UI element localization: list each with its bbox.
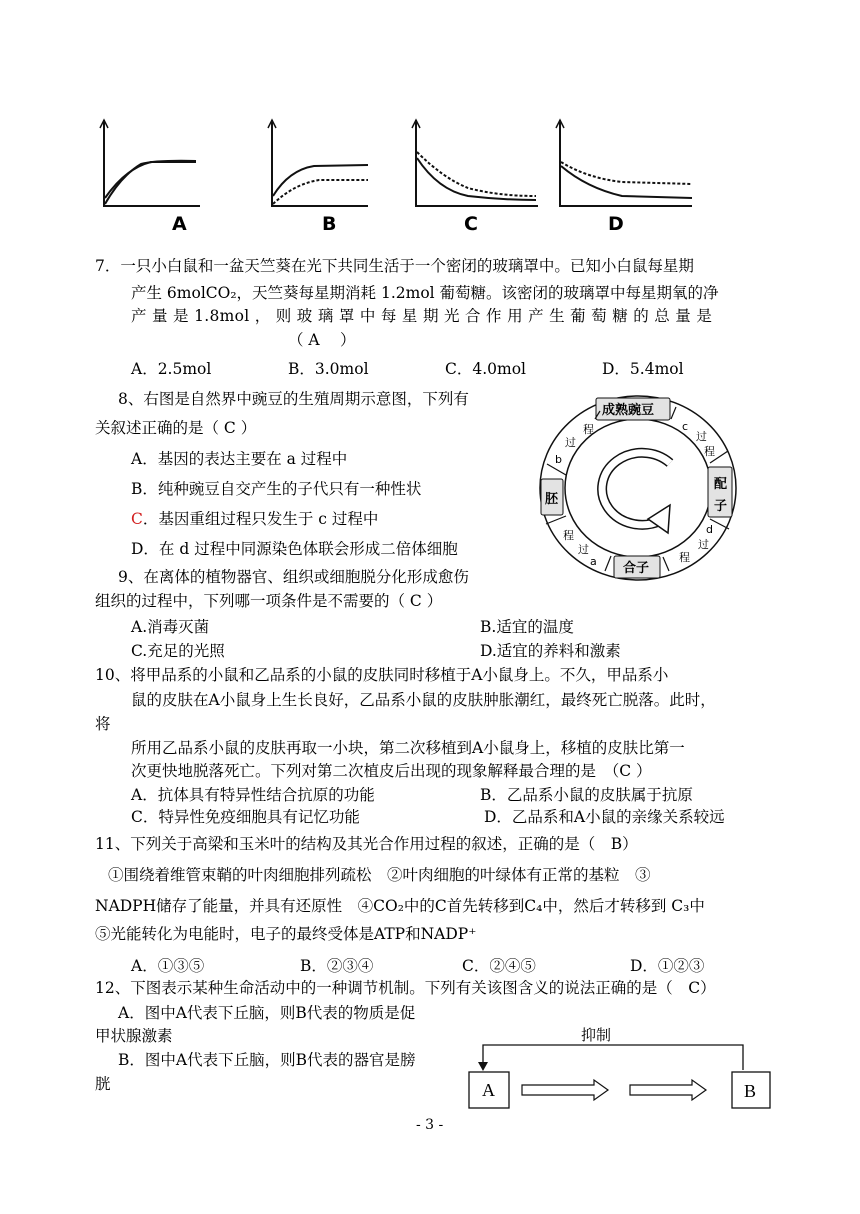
cycle-c-guo: 过 [696, 430, 707, 443]
q11-line3: NADPH储存了能量，并具有还原性 ④CO₂中的C首先转移到C₄中，然后才转移到 C₃中 [95, 897, 705, 915]
q7-option-b: B．3.0mol [288, 360, 369, 378]
graph-b-label: B [322, 213, 337, 235]
cycle-left-label: 胚 [545, 492, 559, 507]
q7-line3: 产 量 是 1.8mol ， 则 玻 璃 罩 中 每 星 期 光 合 作 用 产 生 葡 萄 糖 的 总 量 是 [131, 307, 713, 325]
q10-line2: 鼠的皮肤在A小鼠身上生长良好，乙品系小鼠的皮肤肿胀潮红，最终死亡脱落。此时， [131, 691, 716, 709]
q11-option-c: C．②④⑤ [462, 957, 536, 975]
q11-option-b: B．②③④ [300, 957, 374, 975]
q10-option-b: B．乙品系小鼠的皮肤属于抗原 [480, 786, 693, 804]
arrow-2 [630, 1080, 706, 1100]
q8-line2: 关叙述正确的是（ C ） [95, 419, 257, 437]
q8-option-b: B．纯种豌豆自交产生的子代只有一种性状 [131, 480, 422, 498]
q9-option-a: A.消毒灭菌 [131, 618, 210, 636]
graph-a [96, 118, 206, 233]
q11-option-d: D．①②③ [630, 957, 705, 975]
q8-option-d: D．在 d 过程中同源染色体联会形成二倍体细胞 [131, 540, 458, 558]
q9-option-c: C.充足的光照 [131, 642, 225, 660]
cycle-b-cheng: 程 [583, 423, 594, 436]
inhibit-label: 抑制 [581, 1026, 612, 1044]
q10-line5: 次更快地脱落死亡。下列对第二次植皮后出现的现象解释最合理的是 （C ） [131, 762, 652, 780]
graph-b [264, 118, 374, 233]
q12-option-b-line2: 胱 [95, 1075, 111, 1093]
q9-line2: 组织的过程中，下列哪一项条件是不需要的（ C ） [95, 592, 443, 610]
q12-option-b-line1: B．图中A代表下丘脑，则B代表的器官是膀 [118, 1051, 416, 1069]
q11-option-a: A．①③⑤ [131, 957, 205, 975]
cycle-b-guo: 过 [565, 436, 576, 449]
box-a-label: A [482, 1080, 495, 1100]
q10-line1: 10、将甲品系的小鼠和乙品系的小鼠的皮肤同时移植于A小鼠身上。不久，甲品系小 [95, 666, 669, 684]
q8-line1: 8、右图是自然界中豌豆的生殖周期示意图，下列有 [118, 390, 469, 408]
q11-line1: 11、下列关于高梁和玉米叶的结构及其光合作用过程的叙述，正确的是（ B） [95, 835, 638, 853]
graph-c [408, 118, 543, 233]
cycle-d-letter: d [706, 523, 713, 536]
graph-d-label: D [608, 213, 624, 235]
cycle-right-label-1: 配 [714, 477, 728, 492]
pea-cycle-diagram [538, 393, 738, 583]
cycle-b-letter: b [555, 453, 562, 466]
q7-line1: 7．一只小白鼠和一盆天竺葵在光下共同生活于一个密闭的玻璃罩中。已知小白鼠每星期 [95, 257, 694, 275]
q8-option-c [131, 509, 378, 529]
q11-line2: ①围绕着维管束鞘的叶肉细胞排列疏松 ②叶肉细胞的叶绿体有正常的基粒 ③ [108, 866, 651, 884]
q7-answer: （ A ） [288, 331, 356, 349]
q9-line1: 9、在离体的植物器官、组织或细胞脱分化形成愈伤 [118, 568, 469, 586]
q9-option-b: B.适宜的温度 [480, 618, 574, 636]
q12-line1: 12、下图表示某种生命活动中的一种调节机制。下列有关该图含义的说法正确的是（ C） [95, 979, 716, 997]
cycle-d-guo: 过 [698, 538, 709, 551]
graph-c-label: C [464, 213, 478, 235]
graph-a-label: A [172, 213, 187, 235]
q8-option-c-text: ．基因重组过程只发生于 c 过程中 [142, 510, 379, 528]
q7-option-a: A．2.5mol [131, 360, 212, 378]
cycle-c-cheng: 程 [704, 445, 715, 458]
q11-line4: ⑤光能转化为电能时，电子的最终受体是ATP和NADP⁺ [95, 925, 477, 943]
box-b-label: B [744, 1081, 757, 1101]
arrow-1 [522, 1080, 608, 1100]
cycle-a-guo: 过 [578, 543, 589, 556]
q10-option-c: C．特异性免疫细胞具有记忆功能 [131, 808, 360, 826]
q8-option-c-letter: C [131, 510, 143, 528]
q7-option-d: D．5.4mol [602, 360, 684, 378]
cycle-top-label: 成熟豌豆 [602, 403, 655, 418]
cycle-right-label-2: 子 [714, 499, 728, 514]
q9-option-d: D.适宜的养料和激素 [480, 642, 621, 660]
q12-option-a-line2: 甲状腺激素 [95, 1027, 173, 1045]
q7-line2: 产生 6molCO₂，天竺葵每星期消耗 1.2mol 葡萄糖。该密闭的玻璃罩中每星期氧的净 [131, 284, 719, 302]
q8-option-a: A．基因的表达主要在 a 过程中 [131, 450, 348, 468]
regulation-diagram [466, 1018, 776, 1118]
cycle-a-cheng: 程 [563, 529, 574, 542]
q7-option-c: C．4.0mol [445, 360, 526, 378]
page-number: - 3 - [416, 1117, 444, 1133]
q12-option-a-line1: A．图中A代表下丘脑，则B代表的物质是促 [118, 1004, 416, 1022]
q10-line4: 所用乙品系小鼠的皮肤再取一小块，第二次移植到A小鼠身上，移植的皮肤比第一 [131, 739, 685, 757]
graph-d [552, 118, 697, 233]
q10-option-a: A．抗体具有特异性结合抗原的功能 [131, 786, 375, 804]
cycle-a-letter: a [590, 555, 597, 568]
cycle-d-cheng: 程 [679, 551, 690, 564]
cycle-c-letter: c [682, 420, 689, 433]
q10-line3: 将 [95, 715, 111, 733]
q10-option-d: D．乙品系和A小鼠的亲缘关系较远 [484, 808, 725, 826]
cycle-bottom-label: 合子 [623, 561, 650, 576]
